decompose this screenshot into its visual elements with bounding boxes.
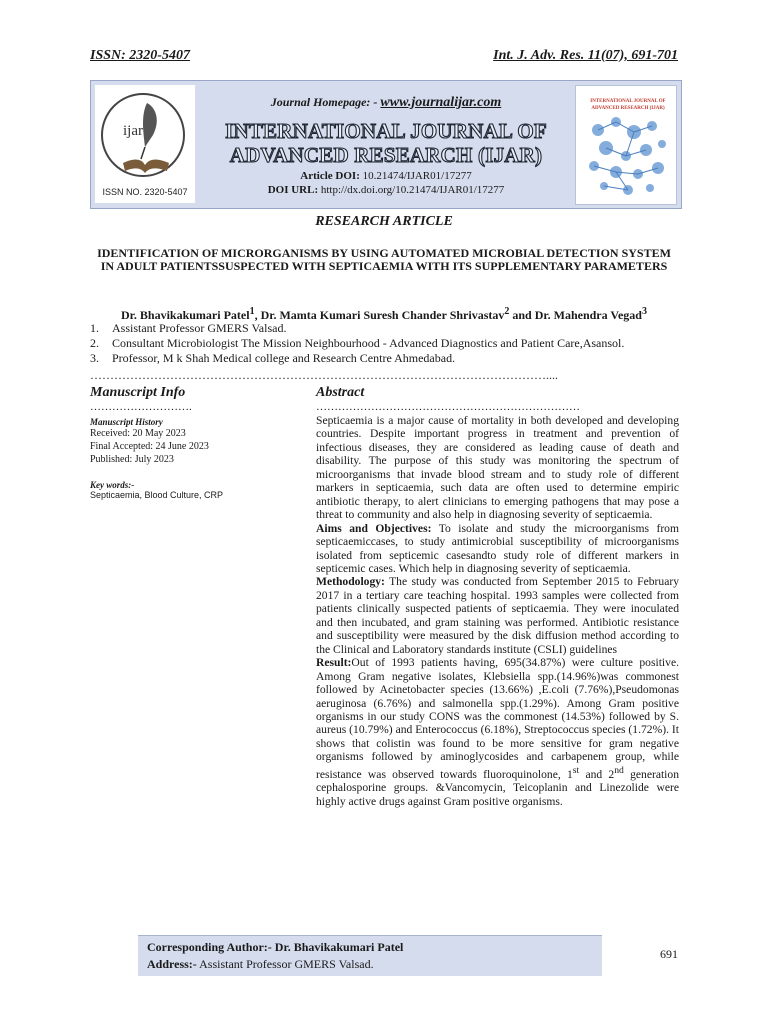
homepage-link[interactable]: www.journalijar.com xyxy=(380,95,502,110)
result-text-a: Out of 1993 patients having, 695(34.87%) were culture positive. Among Gram negative isolates, Klebsiella spp.(14.96%)was commonest followed by Acinetobacter species (13.66%) ,E.coli (7.76%),Pseudomonas aeruginosa (6.76%) and salmonella spp.(1.29%). Among Gram positive organisms in our study CONS was the commonest (14.53%) followed by S. aureus (10.79%) and Enterococcus (6.18%), Streptococcus species (1.72%). It shows that colistin was found to be more sensitive for gram negative organisms followed by aminoglycosides and carbapenem group, while resistance was observed towards fluoroquinolone, 1 xyxy=(316,656,679,781)
manuscript-info-dots: ………………………. xyxy=(90,401,192,413)
abstract-heading: Abstract xyxy=(316,385,365,400)
author-3-sup: 3 xyxy=(641,306,647,317)
doi-url-link[interactable]: http://dx.doi.org/10.21474/IJAR01/17277 xyxy=(320,184,505,196)
affiliation-text: Consultant Microbiologist The Mission Neighbourhood - Advanced Diagnostics and Patient Care,Asansol. xyxy=(112,336,625,350)
author-2-sup: 2 xyxy=(504,306,510,317)
affiliation-list xyxy=(90,321,678,366)
sup-st: st xyxy=(572,764,580,776)
aims-label: Aims and Objectives: xyxy=(316,521,432,535)
sup-nd: nd xyxy=(614,764,624,776)
author-3: Dr. Mahendra Vegad xyxy=(534,308,642,322)
keywords-value: Septicaemia, Blood Culture, CRP xyxy=(90,490,224,500)
journal-cover-image xyxy=(575,85,677,205)
quill-book-icon xyxy=(95,85,195,203)
manuscript-info-heading: Manuscript Info xyxy=(90,385,186,400)
abstract-methodology xyxy=(316,575,679,656)
affiliation-item xyxy=(90,336,678,351)
accepted-date: Final Accepted: 24 June 2023 xyxy=(90,441,209,452)
corresponding-author-box xyxy=(138,935,602,976)
abstract-result xyxy=(316,656,679,808)
affiliation-text: Assistant Professor GMERS Valsad. xyxy=(112,321,287,335)
abstract-body xyxy=(316,414,679,808)
abstract-dots: ……………………………………………………………… xyxy=(316,401,580,413)
author-1-sup: 1 xyxy=(249,306,255,317)
abstract-aims xyxy=(316,522,679,576)
address-label: Address:- xyxy=(147,957,197,971)
methodology-label: Methodology: xyxy=(316,575,385,589)
corresponding-address xyxy=(147,957,374,972)
published-date: Published: July 2023 xyxy=(90,454,174,465)
affiliation-text: Professor, M k Shah Medical college and Research Centre Ahmedabad. xyxy=(112,351,456,365)
affiliation-item xyxy=(90,351,678,366)
journal-title xyxy=(199,119,573,167)
paper-title: IDENTIFICATION OF MICRORGANISMS BY USING AUTOMATED MICROBIAL DETECTION SYSTEM IN ADULT PATIENTSSUSPECTED WITH SEPTICAEMIA WITH ITS SUPPLEMENTARY PARAMETERS xyxy=(97,246,671,273)
affiliation-number: 2. xyxy=(90,336,99,350)
ijar-logo xyxy=(95,85,195,203)
aims-text: To isolate and study the microorganisms from septicaemiccases, to study antimicrobial susceptibility of microorganisms isolated from septicemic casesandto study role of different markers in septicemic cases. Which help in diagnosing severity of septicaemia. xyxy=(316,521,679,575)
logo-text: ijar xyxy=(123,123,143,139)
manuscript-info-column xyxy=(90,385,300,500)
cover-title: INTERNATIONAL JOURNAL OF ADVANCED RESEARCH (IJAR) xyxy=(590,99,666,111)
corr-name: Dr. Bhavikakumari Patel xyxy=(274,940,404,954)
author-and: and xyxy=(512,308,532,322)
corresponding-author xyxy=(147,940,403,955)
abstract-intro: Septicaemia is a major cause of mortality in both developed and developing countries. Despite important progress in treatment and prevention of infectious diseases, they are considered as leading cause of death and disability. The purpose of this study was monitoring the spectrum of microorganisms that invade blood stream and to study role of different markers in septicaemia, such data are often used to determine empiric antibiotic therapy, to alert clinicians to emerging pathogens that may pose a threat to community and also help in diagnosing severity of septicaemia. xyxy=(316,414,679,522)
abstract-column xyxy=(316,385,679,808)
doi-label: Article DOI: xyxy=(300,170,360,182)
logo-issn: ISSN NO. 2320-5407 xyxy=(102,187,188,197)
doi-block xyxy=(199,169,573,197)
address-text: Assistant Professor GMERS Valsad. xyxy=(199,957,374,971)
received-date: Received: 20 May 2023 xyxy=(90,428,186,439)
affiliation-number: 1. xyxy=(90,321,99,335)
result-and: and 2 xyxy=(579,767,615,781)
journal-banner xyxy=(90,80,682,209)
running-header xyxy=(90,48,678,64)
keywords-label: Key words:- xyxy=(90,480,135,490)
author-2: Dr. Mamta Kumari Suresh Chander Shrivastav xyxy=(260,308,505,322)
homepage-label: Journal Homepage: - xyxy=(270,95,378,109)
molecule-graphic-icon xyxy=(576,86,676,204)
manuscript-history-label: Manuscript History xyxy=(90,417,163,427)
separator-dots: …………………………………………………………………………………………………….... xyxy=(90,368,558,382)
article-type: RESEARCH ARTICLE xyxy=(315,214,453,229)
methodology-text: The study was conducted from September 2015 to February 2017 in a tertiary care teaching hospital. 1993 samples were collected from patients clinically suspected patients of septicaemia. They were inoculated and then incubated, and gram staining was performed. Antibiotic resistance and susceptibility were measured by the disk diffusion method according to the Clinical and Laboratory standards institute (CSLI) guidelines xyxy=(316,575,679,656)
result-label: Result: xyxy=(316,656,352,670)
journal-title-line1: INTERNATIONAL JOURNAL OF xyxy=(225,119,547,143)
issn-text: ISSN: 2320-5407 xyxy=(90,48,190,63)
citation-text: Int. J. Adv. Res. 11(07), 691-701 xyxy=(493,48,678,63)
doi-url-label: DOI URL: xyxy=(267,184,319,196)
doi-value: 10.21474/IJAR01/17277 xyxy=(362,170,472,182)
author-line: Dr. Bhavikakumari Patel$^1$, Dr. Mamta Kumari Suresh Chander Shrivastav$^2$ and Dr. Mahendra Vegad$^3$ xyxy=(121,306,647,322)
affiliation-number: 3. xyxy=(90,351,99,365)
affiliation-item xyxy=(90,321,678,336)
journal-homepage xyxy=(201,95,571,111)
result-text-b: generation cephalosporine groups. &Vancomycin, Teicoplanin and Linezolide were highly active drugs against Gram positive organisms. xyxy=(316,767,680,808)
corr-label: Corresponding Author:- xyxy=(147,940,272,954)
page-number: 691 xyxy=(660,947,678,961)
author-1: Dr. Bhavikakumari Patel xyxy=(121,308,250,322)
journal-title-line2: ADVANCED RESEARCH (IJAR) xyxy=(229,143,543,167)
